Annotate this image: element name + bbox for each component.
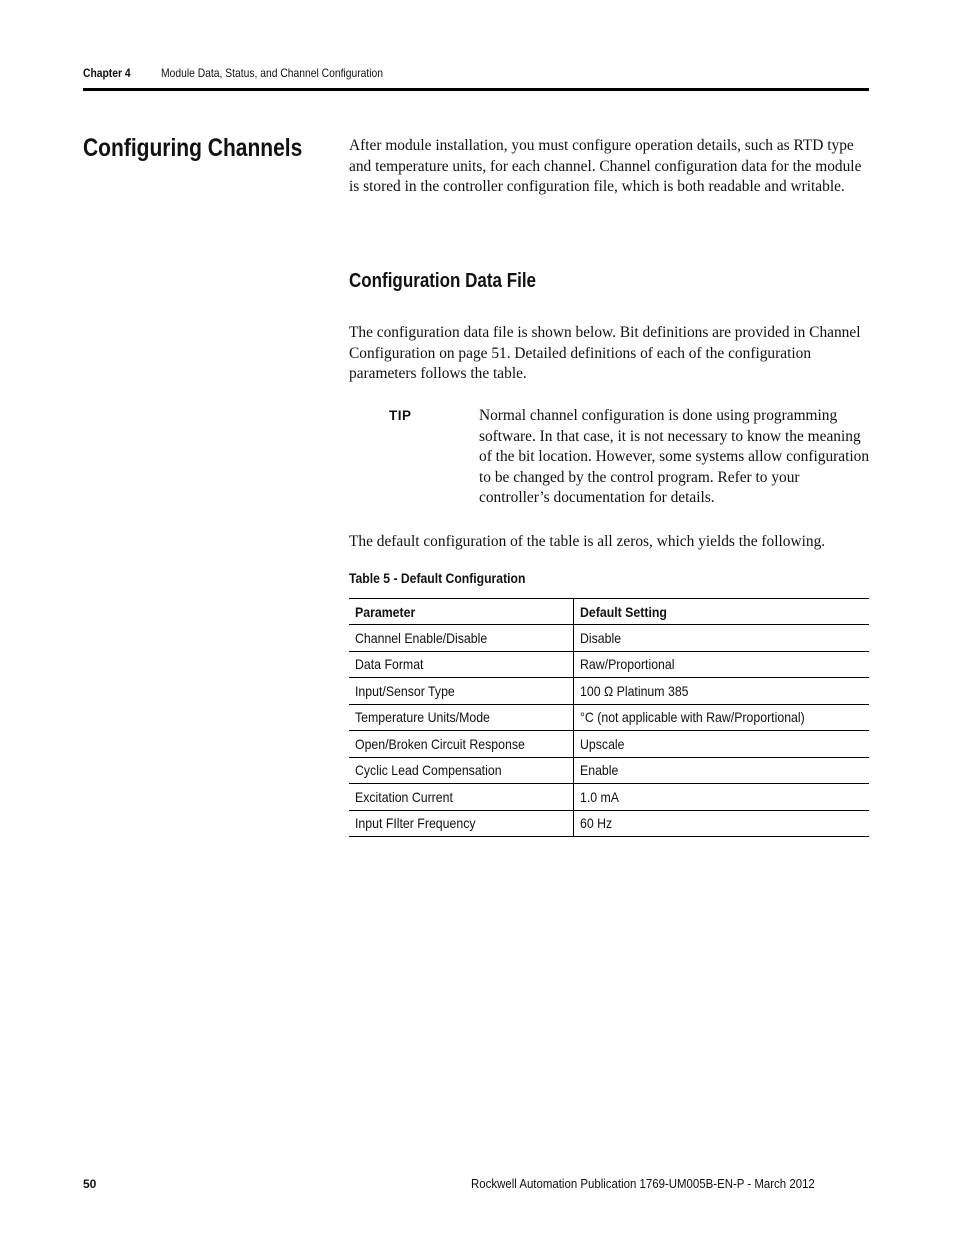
default-paragraph: The default configuration of the table is all zeros, which yields the following. [349, 533, 826, 550]
page-header [83, 66, 869, 86]
header-rule [83, 88, 869, 91]
table-row [349, 810, 869, 837]
default-setting-cell: Enable [574, 757, 870, 784]
table-row [349, 678, 869, 705]
page-number: 50 [83, 1177, 97, 1191]
default-setting-cell: 1.0 mA [574, 784, 870, 811]
publication-info: Rockwell Automation Publication 1769-UM005B-EN-P - March 2012 [471, 1176, 815, 1191]
parameter-cell: Cyclic Lead Compensation [349, 757, 574, 784]
table-row [349, 757, 869, 784]
default-setting-cell: °C (not applicable with Raw/Proportional) [574, 704, 870, 731]
parameter-cell: Open/Broken Circuit Response [349, 731, 574, 758]
intro-paragraph: After module installation, you must configure operation details, such as RTD type and temperature units, for each channel. Channel configuration data for the module is stored in the controller configuration file, which is both readable and writable. [349, 137, 862, 195]
tip-label: TIP [389, 408, 412, 423]
table-row [349, 731, 869, 758]
default-configuration-table [349, 598, 869, 837]
parameter-cell: Input/Sensor Type [349, 678, 574, 705]
parameter-cell: Excitation Current [349, 784, 574, 811]
default-setting-cell: Upscale [574, 731, 870, 758]
table-row [349, 625, 869, 652]
section-title: Configuring Channels [83, 134, 303, 162]
config-paragraph: The configuration data file is shown below. Bit definitions are provided in Channel Configuration on page 51. Detailed definitions of each of the configuration parameters follows the table. [349, 324, 861, 382]
subsection-title: Configuration Data File [349, 270, 536, 292]
table-caption: Table 5 - Default Configuration [349, 570, 526, 586]
default-setting-cell: 60 Hz [574, 810, 870, 837]
default-setting-cell: 100 Ω Platinum 385 [574, 678, 870, 705]
tip-text: Normal channel configuration is done using programming software. In that case, it is not necessary to know the meaning of the bit location. However, some systems allow configuration to be changed by the control program. Refer to your controller’s documentation for details. [479, 407, 870, 506]
column-header-default-setting: Default Setting [574, 599, 870, 625]
table-header-row [349, 599, 869, 625]
column-header-parameter: Parameter [349, 599, 574, 625]
chapter-title: Module Data, Status, and Channel Configuration [161, 66, 384, 80]
parameter-cell: Data Format [349, 651, 574, 678]
parameter-cell: Temperature Units/Mode [349, 704, 574, 731]
table-row [349, 651, 869, 678]
table-row [349, 704, 869, 731]
parameter-cell: Input FIlter Frequency [349, 810, 574, 837]
default-setting-cell: Disable [574, 625, 870, 652]
table-row [349, 784, 869, 811]
parameter-cell: Channel Enable/Disable [349, 625, 574, 652]
chapter-label: Chapter 4 [83, 66, 131, 80]
default-setting-cell: Raw/Proportional [574, 651, 870, 678]
